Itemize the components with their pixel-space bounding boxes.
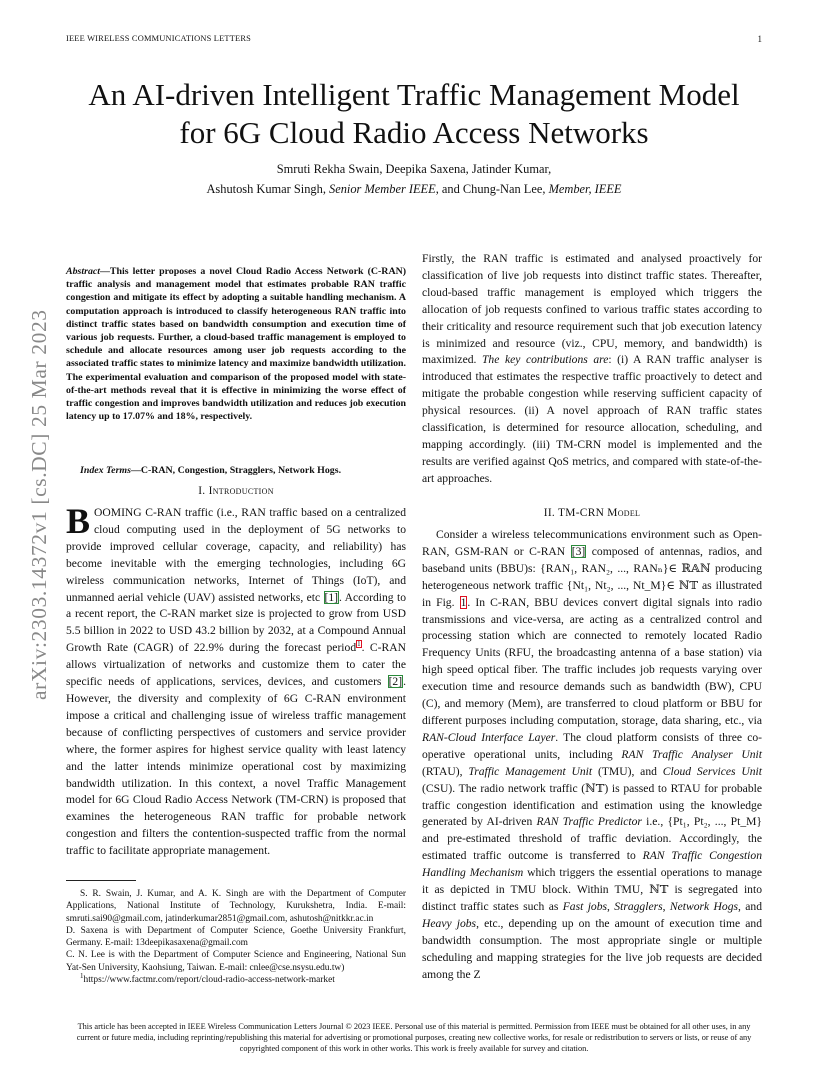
paragraph-text: , and [738,899,763,913]
footnote-affiliation: S. R. Swain, J. Kumar, and A. K. Singh are with the Department of Computer Applications, National Institute of Technology, Kurukshetra, India. E-mail: smruti.sai90@gmail.com, jatinderkumar2851@gmail.com, ashutosh@nitkkr.ac.in [66,889,406,924]
paragraph-text: (TMU), and [592,764,663,778]
paragraph-text: . However, the diversity and complexity of 6G C-RAN environment impose a critical and challenging issue of wireless traffic management because of conflicting perspectives of customers and service provider where, the former aspires for highest service quality with least latency and the latter intends minimize operational cost by maximizing bandwidth utilization. In this context, a novel Traffic Management model for 6G Cloud Radio Access Network (TM-CRN) is proposed that examines the heterogeneous RAN traffic for probable network congestion and filters the contention-suspected traffic from the normal traffic to facilitate appropriate management. [66,675,406,858]
paragraph-text: Firstly, the RAN traffic is estimated and analysed proactively for classification of live job requests into distinct traffic states. Thereafter, cloud-based traffic management is employed which triggers the allocation of job requests confined to various traffic states according to their criticality and resource requirement such that job execution latency is minimized and resource (viz., CPU, memory, and bandwidth) is maximized. [422,252,762,367]
emphasis-text: Traffic Management Unit [468,764,593,778]
authors-line [0,179,828,199]
footnote-url[interactable] [66,971,406,986]
emphasis-text: RAN Traffic Predictor [536,815,642,829]
paragraph-text: OOMING C-RAN traffic (i.e., RAN traffic based on a centralized cloud computing used in the deployment of 5G networks to provide improved cellular coverage, capacity, and reliability) has become inevitable with the emerging technologies, including 6G wireless communication networks, Internet of Things (IoT), and unmanned aerial vehicle (UAV) assisted networks, etc [66,506,406,604]
emphasis-text: Fast jobs [562,899,608,913]
citation-link[interactable]: [3] [571,544,586,558]
footnote-affiliation: D. Saxena is with Department of Computer Science, Goethe University Frankfurt, Germany. E-mail: 13deepikasaxena@gmail.com [66,925,406,949]
paragraph-text: : (i) A RAN traffic analyser is introduced that estimates the respective traffic proactively to detect and mitigate the probable congestion while reserving sufficient capacity of physical resources. (ii) A novel approach of RAN traffic states classification, is determined for resource allocation, scheduling, and mapping accordingly. (iii) TM-CRN model is implemented and the results are verified against QoS metrics, and compared with state-of-the-art approaches. [422,353,763,485]
paragraph-text: composed of antennas, radios, and baseband units (BBU)s: {RAN₁, RAN₂, ..., RANₙ}∈ ℝ𝔸ℕ producing heterogeneous network traffic {Nt₁, Nt₂, ..., Nt_M}∈ ℕ𝕋 as illustrated in Fig. [422,544,762,609]
introduction-body [66,501,407,860]
citation-link[interactable]: [2] [388,675,403,689]
section-heading-tm-crn-model: II. TM-CRN Model [543,507,641,519]
arxiv-identifier[interactable]: arXiv:2303.14372v1 [cs.DC] 25 Mar 2023 [27,309,51,700]
footnotes [66,888,406,986]
author-list [0,159,828,199]
footnote-link[interactable]: 1 [357,640,361,649]
paragraph-text: . The cloud platform consists of three co-operative operational units, including [422,730,763,761]
emphasis-text: RAN Traffic Analyser Unit [621,747,762,761]
author-names: , and Chung-Nan Lee, [435,182,549,196]
authors-line: Smruti Rekha Swain, Deepika Saxena, Jatinder Kumar, [276,162,552,176]
footnote-url-text[interactable]: https://www.factmr.com/report/cloud-radio-access-network-market [83,975,335,986]
emphasis-text: RAN Traffic Congestion Handling Mechanism [422,849,762,880]
paragraph-text: (RTAU), [422,764,469,778]
emphasis-text: Cloud Services Unit [662,764,762,778]
footnote-mark: 1 [80,971,84,980]
paragraph-text: . In C-RAN, BBU devices convert digital signals into radio transmissions and vice-versa, are acting as a centralized control and processing station which are connected to remotely located Radio Frequency Units (RFU, the broadcasting antenna of a base station) via high speed optical fiber. The traffic includes job requests varying over execution time and resource demands such as bandwidth (BW), CPU (C), and memory (Mem), are transferred to cloud platform or BBU for different purposes including computation, storage, data sharing, etc., via [422,595,762,727]
paragraph-text: (CSU). The radio network traffic (ℕ𝕋) is passed to RTAU for probable traffic congestion identification and estimation using the knowledge generated by AI-driven [422,781,762,829]
emphasis-text: Stragglers [614,899,663,913]
abstract [66,265,406,423]
citation-link[interactable]: [1] [324,590,339,604]
index-terms-text: —C-RAN, Congestion, Stragglers, Network Hogs. [130,465,342,476]
title-line: for 6G Cloud Radio Access Networks [179,115,649,150]
copyright-notice: This article has been accepted in IEEE Wireless Communication Letters Journal © 2023 IEEE. Personal use of this material is permitted. Permission from IEEE must be obtained for all other uses, in any current or future media, including reprinting/republishing this material for advertising or promotional purposes, creating new collective works, for resale or redistribution to servers or lists, or reuse of any copyrighted component of this work in other works. This work is freely available for survey and citation. [76,1022,752,1053]
emphasis-text: Network Hogs [669,899,739,913]
section-heading-introduction: I. Introduction [198,485,274,497]
drop-cap: B [66,501,91,541]
footnote-rule [66,880,136,881]
paragraph-text: , etc., depending up on the amount of execution time and bandwidth consumption. The most appropriate single or multiple scheduling and mapping strategies for the live job requests are decided among the Z [422,916,762,981]
index-terms [66,465,406,476]
index-terms-label: Index Terms [80,465,131,476]
emphasis-text: The key contributions are [481,353,609,367]
right-column-intro [422,251,762,488]
footnote-affiliation: C. N. Lee is with the Department of Computer Science and Engineering, National Sun Yat-Sen University, Kaohsiung, Taiwan. E-mail: cnlee@cse.nsysu.edu.tw) [66,950,406,973]
paragraph-text: . According to a recent report, the C-RAN market size is projected to grow from USD 5.5 billion in 2022 to USD 43.2 billion by 2032, at a Compound Annual Growth Rate (CAGR) of 22.9% during the forecast period [66,590,407,655]
page-number: 1 [757,34,762,44]
author-membership: Member, IEEE [548,182,622,196]
paragraph-text: which triggers the essential operations to manage it as depicted in TMU block. Within TMU, ℕ𝕋 is segregated into distinct traffic states such as [422,866,762,913]
abstract-text: —This letter proposes a novel Cloud Radio Access Network (C-RAN) traffic analysis and management model that estimates probable RAN traffic congestion and mitigate its effect by adopting a suitable handling mechanism. A computation approach is introduced to classify heterogeneous RAN traffic into distinct traffic states based on bandwidth consumption and execution time of various job requests. Further, a cloud-based traffic management is employed to schedule and allocate resources among user job requests according to the associated traffic states to minimize latency and maximize bandwidth utilization. The experimental evaluation and comparison of the proposed model with state-of-the-art methods reveal that it is effective in minimizing the worse effect of traffic congestion and improves bandwidth utilization and reduces job execution latency up to 17.07% and 18%, respectively. [66,266,406,423]
paragraph-text: , [662,899,670,913]
paragraph-text: Consider a wireless telecommunications environment such as Open-RAN, GSM-RAN or C-RAN [422,528,762,558]
author-names: Ashutosh Kumar Singh, [206,182,330,196]
paper-title [0,76,828,152]
emphasis-text: Heavy jobs [422,916,477,930]
tm-crn-body [422,527,762,983]
paragraph-text: i.e., {Pt₁, Pt₂, ..., Pt_M} and pre-estimated threshold of traffic deviation. Accordingly, the estimated traffic outcome is transferred to [422,815,762,863]
abstract-label: Abstract [66,266,101,277]
emphasis-text: RAN-Cloud Interface Layer [422,730,556,744]
author-membership: Senior Member IEEE [329,182,436,196]
running-head: IEEE WIRELESS COMMUNICATIONS LETTERS [66,34,252,43]
paragraph-text: , [607,899,615,913]
figure-link[interactable]: 1 [460,595,467,609]
paragraph-text: . C-RAN allows virtualization of networks and customize them to cater the specific needs of applications, services, devices, and customers [66,641,406,689]
title-line: An AI-driven Intelligent Traffic Management Model [88,77,740,112]
